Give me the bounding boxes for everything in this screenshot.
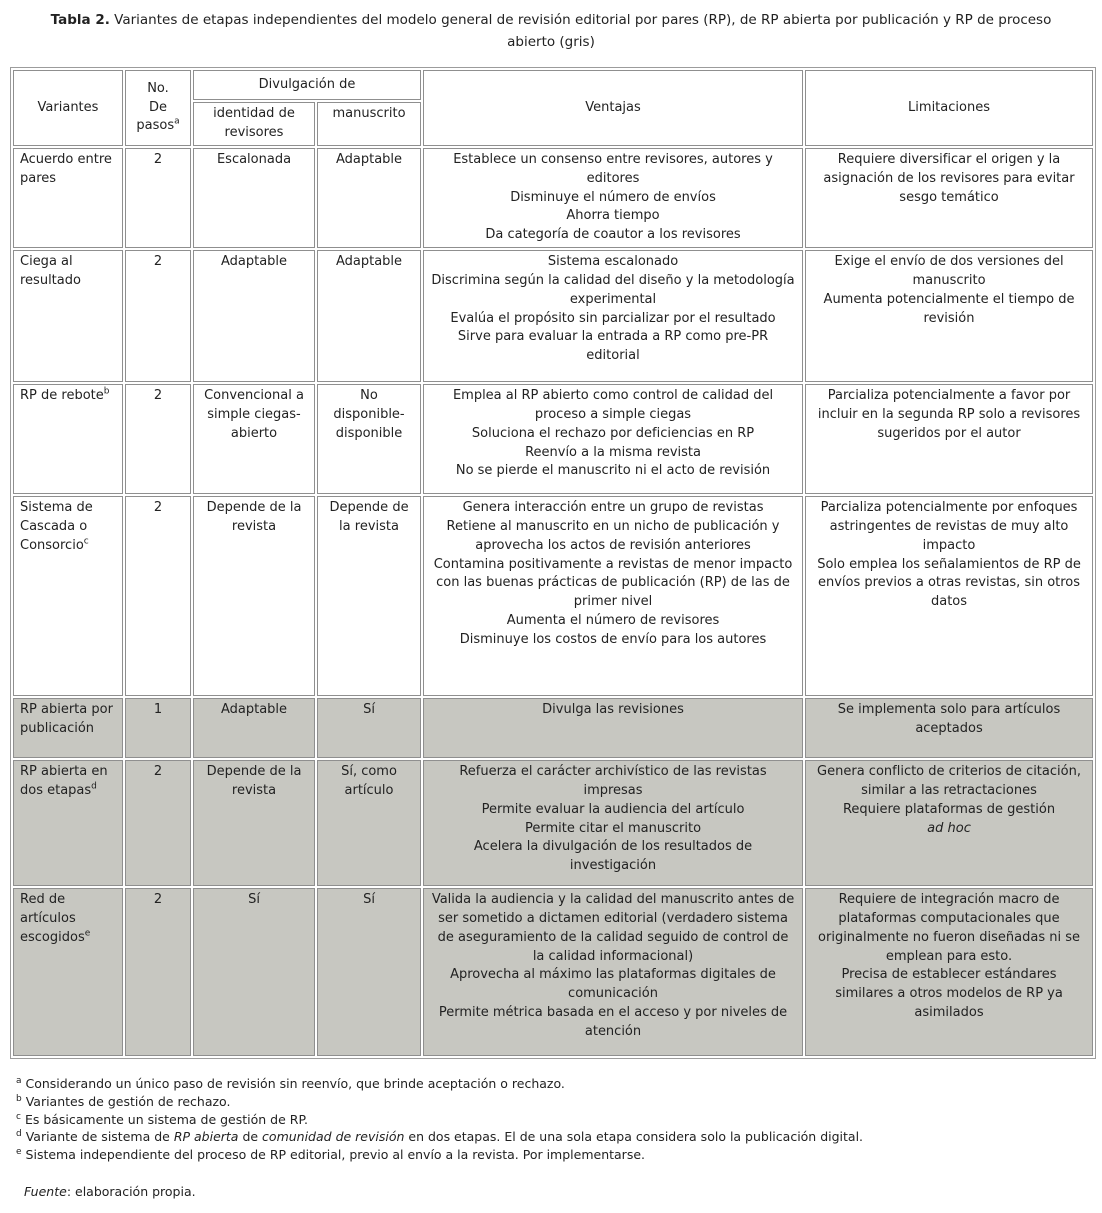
cell-limitaciones [805, 760, 1093, 886]
cell-manuscript: Depende de la revista [317, 496, 421, 696]
table-row [13, 760, 1093, 886]
cell-line: Establece un consenso entre revisores, autores y editores [453, 151, 773, 186]
cell-identity: Escalonada [193, 148, 315, 248]
cell-steps: 2 [125, 760, 191, 886]
cell-line: Disminuye el número de envíos [510, 189, 716, 205]
header-row-1 [13, 70, 1093, 100]
cell-variant: Ciega al resultado [13, 250, 123, 382]
cell-line: Aumenta el número de revisores [506, 613, 720, 629]
header-limitaciones: Limitaciones [805, 70, 1093, 146]
cell-ventajas [423, 496, 803, 696]
table-row [13, 384, 1093, 494]
cell-line: Refuerza el carácter archivístico de las revistas impresas [459, 764, 767, 798]
cell-limitaciones [805, 496, 1093, 696]
cell-ventajas [423, 888, 803, 1056]
footnote-text: Considerando un único paso de revisión sin reenvío, que brinde aceptación o rechazo. [25, 1076, 565, 1092]
cell-line: Exige el envío de dos versiones del manuscrito [834, 254, 1064, 288]
footnote: $^c$ Es básicamente un sistema de gestión de RP. [16, 1111, 309, 1127]
cell-steps: 2 [125, 250, 191, 382]
cell-identity: Adaptable [193, 698, 315, 758]
footnote-text: de [238, 1129, 263, 1145]
table-row [13, 496, 1093, 696]
cell-steps: 1 [125, 698, 191, 758]
source-note-label: Fuente [24, 1183, 67, 1199]
cell-line: Requiere de integración macro de plataformas computacionales que originalmente no fueron diseñadas ni se emplean para esto. [818, 892, 1080, 964]
footnote: $^e$ Sistema independiente del proceso de RP editorial, previo al envío a la revista. Por implementarse. [16, 1146, 645, 1163]
footnotes [16, 1075, 1092, 1164]
cell-ventajas [423, 760, 803, 886]
header-variantes: Variantes [13, 70, 123, 146]
footnote: $^b$ Variantes de gestión de rechazo. [16, 1093, 231, 1109]
cell-line: Precisa de establecer estándares similares a otros modelos de RP ya asimilados [835, 967, 1063, 1021]
cell-line: Ahorra tiempo [566, 208, 660, 224]
footnote: $^a$ Considerando un único paso de revisión sin reenvío, que brinde aceptación o rechazo. [16, 1075, 565, 1092]
cell-limitaciones [805, 698, 1093, 758]
cell-line: Evalúa el propósito sin parcializar por el resultado [450, 310, 776, 326]
cell-line: Parcializa potencialmente a favor por incluir en la segunda RP solo a revisores sugeridos por el autor [817, 388, 1081, 441]
header-identidad: identidad de revisores [193, 102, 315, 146]
footnote: $^d$ Variante de sistema de RP abierta de comunidad de revisión en dos etapas. El de una sola etapa considera solo la publicación digital. [16, 1129, 864, 1145]
cell-line: Aumenta potencialmente el tiempo de revisión [823, 291, 1075, 326]
cell-manuscript: Sí [317, 698, 421, 758]
cell-line: Permite citar el manuscrito [524, 820, 702, 836]
cell-line: Sistema escalonado [547, 254, 679, 270]
cell-limitaciones [805, 250, 1093, 382]
cell-line: Reenvío a la misma revista [525, 444, 701, 460]
cell-line: Discrimina según la calidad del diseño y la metodología experimental [431, 272, 795, 307]
table-caption-text: Variantes de etapas independientes del modelo general de revisión editorial por pares (RP), de RP abierta por publicación y RP de proceso abierto (gris) [109, 12, 1052, 50]
cell-manuscript: Sí [317, 888, 421, 1056]
cell-limitaciones [805, 888, 1093, 1056]
cell-line: Solo emplea los señalamientos de RP de envíos previos a otras revistas, sin otros datos [817, 556, 1081, 610]
cell-line: Genera conflicto de criterios de citación, similar a las retractaciones [817, 764, 1081, 798]
header-pasos-line1: No. [147, 80, 169, 96]
cell-line: Permite métrica basada en el acceso y por niveles de atención [438, 1005, 788, 1039]
cell-line: Genera interacción entre un grupo de revistas [462, 500, 764, 516]
cell-line: Permite evaluar la audiencia del artículo [481, 801, 745, 817]
cell-variant: RP abierta en dos etapas$^d$ [13, 760, 123, 886]
cell-identity: Sí [193, 888, 315, 1056]
footnote-text: comunidad de revisión [262, 1129, 405, 1145]
header-divulgacion: Divulgación de [193, 70, 421, 100]
cell-line: Sirve para evaluar la entrada a RP como pre-PR editorial [457, 329, 769, 364]
table-row [13, 250, 1093, 382]
variants-table [10, 67, 1096, 1059]
header-pasos-sup: a [174, 117, 180, 128]
cell-steps: 2 [125, 148, 191, 248]
table-row [13, 698, 1093, 758]
cell-line: Retiene al manuscrito en un nicho de publicación y aprovecha los actos de revisión anteriores [446, 518, 780, 553]
footnote-text: Variantes de gestión de rechazo. [25, 1093, 231, 1109]
cell-manuscript: Sí, como artículo [317, 760, 421, 886]
cell-ventajas [423, 698, 803, 758]
cell-identity: Adaptable [193, 250, 315, 382]
cell-manuscript: Adaptable [317, 148, 421, 248]
cell-variant: Sistema de Cascada o Consorcio$^c$ [13, 496, 123, 696]
cell-ventajas [423, 384, 803, 494]
cell-manuscript: No disponible-disponible [317, 384, 421, 494]
source-note-text: : elaboración propia. [66, 1183, 196, 1199]
source-note [24, 1184, 1092, 1199]
header-pasos [125, 70, 191, 146]
cell-ventajas [423, 148, 803, 248]
cell-variant: Acuerdo entre pares [13, 148, 123, 248]
table-caption-label: Tabla 2. [50, 12, 110, 28]
cell-line: ad hoc [927, 820, 971, 836]
cell-line: Divulga las revisiones [542, 702, 684, 718]
cell-identity: Depende de la revista [193, 760, 315, 886]
table-caption [41, 10, 1061, 53]
cell-ventajas [423, 250, 803, 382]
footnote-text: Es básicamente un sistema de gestión de RP. [24, 1111, 309, 1127]
header-pasos-line3: pasos [136, 118, 175, 134]
footnote-text: Sistema independiente del proceso de RP editorial, previo al envío a la revista. Por implementarse. [25, 1147, 645, 1163]
cell-identity: Depende de la revista [193, 496, 315, 696]
cell-line: Aprovecha al máximo las plataformas digitales de comunicación [450, 967, 776, 1002]
cell-variant: Red de artículos escogidos$^e$ [13, 888, 123, 1056]
cell-line: Disminuye los costos de envío para los autores [459, 632, 767, 647]
cell-line: No se pierde el manuscrito ni el acto de revisión [455, 463, 771, 479]
cell-steps: 2 [125, 384, 191, 494]
cell-line: Da categoría de coautor a los revisores [485, 227, 741, 243]
cell-line: Valida la audiencia y la calidad del manuscrito antes de ser sometido a dictamen editorial (verdadero sistema de aseguramiento de la calidad seguido de control de la calidad informacional) [431, 892, 795, 964]
cell-steps: 2 [125, 888, 191, 1056]
cell-line: Contamina positivamente a revistas de menor impacto con las buenas prácticas de publicación (RP) de las de primer nivel [433, 556, 793, 610]
footnote-text: en dos etapas. El de una sola etapa considera solo la publicación digital. [404, 1129, 864, 1145]
cell-line: Requiere diversificar el origen y la asignación de los revisores para evitar sesgo temático [823, 151, 1075, 205]
cell-limitaciones [805, 384, 1093, 494]
footnote-text: RP abierta [173, 1129, 239, 1145]
cell-line: Soluciona el rechazo por deficiencias en RP [471, 425, 755, 441]
cell-line: Parcializa potencialmente por enfoques astringentes de revistas de muy alto impacto [820, 500, 1078, 553]
cell-line: Se implementa solo para artículos aceptados [837, 702, 1061, 736]
cell-line: Emplea al RP abierto como control de calidad del proceso a simple ciegas [452, 388, 774, 422]
cell-identity: Convencional a simple ciegas-abierto [193, 384, 315, 494]
table-row [13, 148, 1093, 248]
cell-variant: RP abierta por publicación [13, 698, 123, 758]
table-row [13, 888, 1093, 1056]
cell-limitaciones [805, 148, 1093, 248]
cell-steps: 2 [125, 496, 191, 696]
cell-line: Acelera la divulgación de los resultados de investigación [473, 839, 753, 874]
cell-line: Requiere plataformas de gestión [842, 801, 1056, 817]
footnote-text: Variante de sistema de [25, 1129, 174, 1145]
header-pasos-line2: De [148, 99, 167, 115]
cell-manuscript: Adaptable [317, 250, 421, 382]
cell-variant: RP de rebote$^b$ [13, 384, 123, 494]
header-manuscrito: manuscrito [317, 102, 421, 146]
header-ventajas: Ventajas [423, 70, 803, 146]
